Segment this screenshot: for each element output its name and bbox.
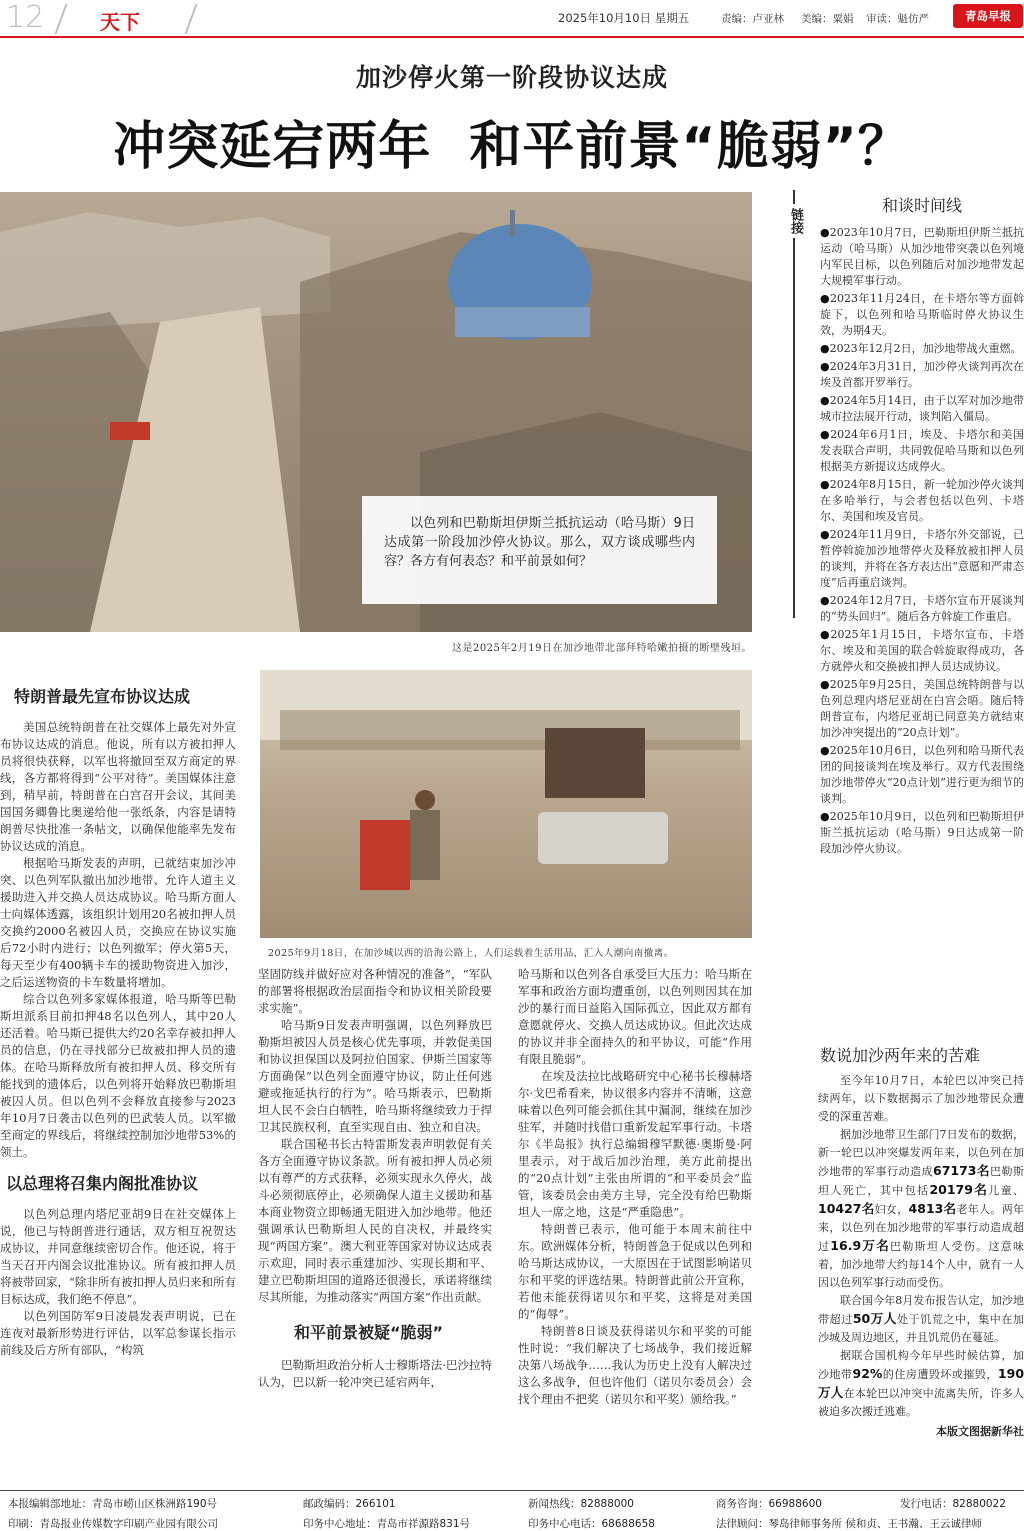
timeline-text: 2024年12月7日，卡塔尔宣布开展谈判的“势头回归”。随后各方斡旋工作重启。 xyxy=(820,594,1024,623)
slash-divider xyxy=(185,4,198,34)
bullet-icon: ● xyxy=(820,744,830,757)
footer-distribution: 发行电话：82880022 xyxy=(900,1498,1006,1510)
footer xyxy=(0,1496,1024,1531)
section-label: 天下 xyxy=(100,10,140,34)
headline-main: 冲突延宕两年 和平前景“脆弱”？ xyxy=(113,117,911,177)
timeline-text: 2025年10月6日，以色列和哈马斯代表团的间接谈判在埃及举行。双方代表围绕加沙地带停火“20点计划”进行更为细节的谈判。 xyxy=(820,744,1024,805)
timeline-text: 2024年8月15日，新一轮加沙停火谈判在多哈举行，与会者包括以色列、卡塔尔、美国和埃及官员。 xyxy=(820,478,1024,523)
bullet-icon: ● xyxy=(820,478,830,491)
timeline-item xyxy=(820,427,1024,475)
stat-text: 据加沙地带卫生部门7日发布的数据，新一轮巴以冲突爆发两年来，以色列在加沙地带的军事行动造成 xyxy=(818,1128,1024,1178)
stats-paragraph xyxy=(818,1126,1024,1292)
paragraph: 根据哈马斯发表的声明，已就结束加沙冲突、以色列军队撤出加沙地带、允许人道主义援助进入并交换人员达成协议。哈马斯方面人士向媒体透露，该组织计划用20名被扣押人员交换约2000名被囚人员，交换应在协议实施后72小时内进行；以色列撤军；停火第5天，每天至少有400辆卡车的援助物资进入加沙，之后运送物资的卡车数量将增加。 xyxy=(0,856,236,989)
sidebar-tag-line xyxy=(793,238,795,618)
stat-figure: 10427名 xyxy=(818,1201,875,1216)
newspaper-logo xyxy=(953,4,1023,28)
photo1-caption: 这是2025年2月19日在加沙地带北部拜特哈嫩拍摄的断壁残垣。 xyxy=(451,643,752,654)
paragraph: 以色列国防军9日凌晨发表声明说，已在连夜对最新形势进行评估，以军总参谋长指示前线及后方所有部队，“构筑 xyxy=(0,1309,236,1357)
timeline-item xyxy=(820,291,1024,339)
stat-text: 老年人。两年来，以色列在加沙地带的军事行动造成超过 xyxy=(818,1203,1024,1253)
footer-address: 本报编辑部地址：青岛市崂山区株洲路190号 xyxy=(8,1498,218,1510)
stats-paragraph xyxy=(818,1292,1024,1347)
subhead-peace: 和平前景被疑“脆弱” xyxy=(294,1323,444,1342)
paragraph: 特朗普8日谈及获得诺贝尔和平奖的可能性时说：“我们解决了七场战争，我们接近解决第八场战争……我认为历史上没有人解决过这么多战争，但也许他们（诺贝尔委员会）会找个理由不把奖（诺贝尔和平奖）颁给我。” xyxy=(518,1324,752,1406)
timeline-item xyxy=(820,809,1024,857)
stat-text: 据联合国机构今年早些时候估算，加沙地带 xyxy=(818,1349,1024,1381)
stat-text: 的住房遭毁坏或摧毁， xyxy=(882,1368,998,1381)
bullet-icon: ● xyxy=(820,594,830,607)
timeline-text: 2023年11月24日，在卡塔尔等方面斡旋下，以色列和哈马斯临时停火协议生效，为期4天。 xyxy=(820,292,1024,337)
stat-figure: 67173名 xyxy=(933,1163,990,1178)
timeline-text: 2025年9月25日，美国总统特朗普与以色列总理内塔尼亚胡在白宫会晤。随后特朗普宣布，内塔尼亚胡已同意美方就结束加沙冲突提出的“20点计划”。 xyxy=(820,678,1024,739)
header-rule xyxy=(0,36,1024,38)
stats-paragraph xyxy=(818,1347,1024,1421)
footer-legal: 法律顾问：琴岛律师事务所 侯和贞、王书瀚、王云诚律师 xyxy=(716,1518,982,1530)
paragraph: 特朗普已表示，他可能于本周末前往中东。欧洲媒体分析，特朗普急于促成以色列和哈马斯达成协议，一大原因在于试图影响诺贝尔和平奖的评选结果。特朗普此前公开宣称，若他未能获得诺贝尔和平奖，这将是对美国的“侮辱”。 xyxy=(518,1222,752,1321)
reviewer-credit: 审读：魁仿严 xyxy=(866,13,929,25)
timeline-item xyxy=(820,677,1024,741)
footer-printer: 印刷：青岛报业传媒数字印刷产业园有限公司 xyxy=(8,1518,218,1530)
footer-business: 商务咨询：66988600 xyxy=(716,1498,822,1510)
timeline-text: 2023年12月2日，加沙地带战火重燃。 xyxy=(829,342,1022,355)
timeline-text: 2024年6月1日，埃及、卡塔尔和美国发表联合声明，共同敦促哈马斯和以色列根据美方新提议达成停火。 xyxy=(820,428,1024,473)
timeline-text: 2024年5月14日，由于以军对加沙地带城市拉法展开行动，谈判陷入僵局。 xyxy=(820,394,1024,423)
stat-figure: 4813名 xyxy=(908,1201,957,1216)
bullet-icon: ● xyxy=(820,226,830,239)
timeline-item xyxy=(820,393,1024,425)
paragraph: 巴勒斯坦政治分析人士穆斯塔法·巴沙拉特认为，巴以新一轮冲突已延宕两年， xyxy=(258,1358,492,1389)
stat-figure: 92% xyxy=(852,1366,883,1381)
timeline-text: 2023年10月7日，巴勒斯坦伊斯兰抵抗运动（哈马斯）从加沙地带突袭以色列境内军民目标，以色列随后对加沙地带发起大规模军事行动。 xyxy=(820,226,1024,287)
stat-text: 妇女， xyxy=(874,1203,909,1216)
stats-block xyxy=(818,1072,1024,1439)
timeline-item xyxy=(820,477,1024,525)
bullet-icon: ● xyxy=(820,360,830,373)
stat-text: 处于饥荒之中，集中在加沙城及周边地区，并且饥荒仍在蔓延。 xyxy=(818,1313,1024,1344)
bullet-icon: ● xyxy=(820,428,831,441)
stat-text: 在本轮巴以冲突中流离失所，许多人被迫多次搬迁逃难。 xyxy=(818,1387,1024,1418)
timeline-text: 2025年1月15日，卡塔尔宣布，卡塔尔、埃及和美国的联合斡旋取得成功，各方就停火和交换被扣押人员达成协议。 xyxy=(820,628,1024,673)
paragraph: 综合以色列多家媒体报道，哈马斯等巴勒斯坦派系目前扣押48名以色列人，其中20人还活着。哈马斯已提供大约20名幸存被扣押人员的信息，仍在寻找部分已故被扣押人员的遗体。在哈马斯释放所有被扣押人员、移交所有能找到的遗体后，以色列将开始释放巴勒斯坦被囚人员。但以色列不会释放直接参与2023年10月7日袭击以色列的巴武装人员。以军撤至商定的界线后，将继续控制加沙地带53%的领土。 xyxy=(0,992,236,1159)
paragraph: 哈马斯和以色列各自承受巨大压力：哈马斯在军事和政治方面均遭重创，以色列则因其在加沙的暴行而日益陷入国际孤立，因此双方都有意愿就停火、交换人员达成协议。但此次达成的协议并非全面持久的和平协议，可能“作用有限且脆弱”。 xyxy=(518,967,752,1066)
issue-date: 2025年10月10日 星期五 xyxy=(558,11,690,25)
stat-text: 巴勒斯坦人受伤。这意味着，加沙地带大约每14个人中，就有一人因以色列军事行动而受伤。 xyxy=(818,1240,1024,1289)
paragraph: 联合国秘书长古特雷斯发表声明敦促有关各方全面遵守协议条款。所有被扣押人员必须以有尊严的方式获释，必须实现永久停火，战斗必须彻底停止，必须确保人道主义援助和基本商业物资立即畅通无阻进入加沙地带。他还强调承认巴勒斯坦人民的自决权，并最终实现“两国方案”。澳大利亚等国家对协议达成表示欢迎，同时表示重建加沙、实现长期和平、建立巴勒斯坦国的道路还很漫长，承诺将继续尽其所能，为推动落实“两国方案”作出贡献。 xyxy=(258,1137,492,1304)
stat-figure: 50万人 xyxy=(852,1311,898,1326)
col1-paras1 xyxy=(0,719,236,1161)
lead-text: 以色列和巴勒斯坦伊斯兰抵抗运动（哈马斯）9日达成第一阶段加沙停火协议。那么，双方谈成哪些内容？各方有何表态？和平前景如何？ xyxy=(384,516,695,569)
bullet-icon: ● xyxy=(820,628,831,641)
subhead-netanyahu: 以总理将召集内阁批准协议 xyxy=(6,1174,199,1193)
stats-paragraph xyxy=(818,1072,1024,1126)
footer-print-address: 印务中心地址：青岛市祥源路831号 xyxy=(303,1518,471,1530)
headline-kicker: 加沙停火第一阶段协议达成 xyxy=(355,63,668,92)
stat-text: 儿童、 xyxy=(988,1184,1024,1197)
logo-text: 青岛早报 xyxy=(965,9,1011,23)
paragraph: 美国总统特朗普在社交媒体上最先对外宣布协议达成的消息。他说，所有以方被扣押人员将很快获释，以军也将撤回至双方商定的界线，各方都将得到“公平对待”。美国媒体注意到，稍早前，特朗普在白宫召开会议，其间美国国务卿鲁比奥递给他一张纸条，内容是请特朗普尽快批准一条帖文，以确保他能率先发布协议达成的消息。 xyxy=(0,720,236,853)
footer-row-2 xyxy=(0,1516,1024,1531)
designer-credit: 美编：粟娟 xyxy=(801,13,854,25)
timeline-item xyxy=(820,225,1024,289)
timeline-list xyxy=(820,225,1024,859)
footer-row-1 xyxy=(0,1496,1024,1512)
stat-figure: 20179名 xyxy=(929,1182,989,1197)
timeline-item xyxy=(820,593,1024,625)
stats-title: 数说加沙两年来的苦难 xyxy=(820,1046,981,1065)
timeline-title: 和谈时间线 xyxy=(881,196,962,215)
paragraph: 哈马斯9日发表声明强调，以色列释放巴勒斯坦被囚人员是核心优先事项，并敦促美国和协议担保国以及阿拉伯国家、伊斯兰国家等方面确保“以色列全面遵守协议，防止任何逃避或拖延执行的行为”。哈马斯表示，巴勒斯坦人民不会白白牺牲，哈马斯将继续致力于捍卫其民族权利，直至实现自由、独立和自决。 xyxy=(258,1018,492,1134)
stat-text: 巴勒斯坦人死亡，其中包括 xyxy=(818,1165,1024,1197)
timeline-text: 2024年3月31日，加沙停火谈判再次在埃及首都开罗举行。 xyxy=(820,360,1024,389)
masthead xyxy=(0,0,1024,40)
timeline-item xyxy=(820,527,1024,591)
paragraph: 在埃及法拉比战略研究中心秘书长穆赫塔尔·戈巴希看来，协议很多内容并不清晰，这意味着以色列可能会抓住其中漏洞，继续在加沙驻军，并随时找借口重新发起军事行动。卡塔尔《半岛报》执行总编辑穆罕默德·奥斯曼·阿里表示，对于战后加沙治理，美方此前提出的“20点计划”主张由所谓的“和平委员会”监管，该委员会由美方主导，完全没有给巴勒斯坦人一席之地，这是“严重隐患”。 xyxy=(518,1069,752,1219)
timeline-text: 2025年10月9日，以色列和巴勒斯坦伊斯兰抵抗运动（哈马斯）9日达成第一阶段加沙停火协议。 xyxy=(820,810,1024,855)
photo2-caption: 2025年9月18日，在加沙城以西的沿海公路上，人们运载着生活用品，汇入人潮向南撤离。 xyxy=(268,948,674,959)
sidebar-tag-text: 链接 xyxy=(788,208,803,234)
paragraph: 坚固防线并做好应对各种情况的准备”，“军队的部署将根据政治层面指令和协议相关阶段要求实施”。 xyxy=(258,967,492,1015)
timeline-item xyxy=(820,743,1024,807)
timeline-item xyxy=(820,359,1024,391)
stat-figure: 190万人 xyxy=(818,1366,1024,1400)
paragraph: 以色列总理内塔尼亚胡9日在社交媒体上说，他已与特朗普进行通话，双方相互祝贺达成协议，并同意继续密切合作。他还说，将于当天召开内阁会议批准协议。所有被扣押人员将被带回家，“除非所有被扣押人员归来和所有目标达成，我们绝不停息”。 xyxy=(0,1207,236,1306)
timeline-text: 2024年11月9日，卡塔尔外交部说，已暂停斡旋加沙地带停火及释放被扣押人员的谈判，并将在各方表达出“意愿和严肃态度”后再重启谈判。 xyxy=(820,528,1024,589)
column-1 xyxy=(0,684,236,1359)
page-credit: 本版文图据新华社 xyxy=(936,1425,1024,1438)
bullet-icon: ● xyxy=(820,342,830,355)
column-2 xyxy=(258,966,492,1391)
stat-text: 至今年10月7日，本轮巴以冲突已持续两年，以下数据揭示了加沙地带民众遭受的深重苦难。 xyxy=(818,1074,1024,1123)
sidebar-tag xyxy=(783,190,805,618)
slash-divider xyxy=(55,4,68,34)
col1-paras2 xyxy=(0,1206,236,1359)
bullet-icon: ● xyxy=(820,394,830,407)
subhead-trump: 特朗普最先宣布协议达成 xyxy=(14,687,191,706)
bullet-icon: ● xyxy=(820,528,830,541)
footer-hotline: 新闻热线：82888000 xyxy=(528,1498,634,1510)
sidebar-tag-line xyxy=(793,190,795,204)
bullet-icon: ● xyxy=(820,678,830,691)
editor-credit: 责编：卢亚林 xyxy=(721,13,784,25)
stat-figure: 16.9万名 xyxy=(830,1238,891,1253)
bullet-icon: ● xyxy=(820,292,831,305)
timeline-item xyxy=(820,341,1024,357)
timeline-item xyxy=(820,627,1024,675)
column-3 xyxy=(518,966,752,1408)
evacuation-photo xyxy=(260,670,752,938)
footer-print-phone: 印务中心电话：68688658 xyxy=(528,1518,655,1530)
stat-text: 联合国今年8月发布报告认定，加沙地带超过 xyxy=(818,1294,1024,1326)
footer-postcode: 邮政编码：266101 xyxy=(303,1498,396,1510)
lead-box xyxy=(362,496,717,604)
footer-rule xyxy=(0,1490,1024,1491)
bullet-icon: ● xyxy=(820,810,830,823)
page-number: 12 xyxy=(6,0,45,35)
